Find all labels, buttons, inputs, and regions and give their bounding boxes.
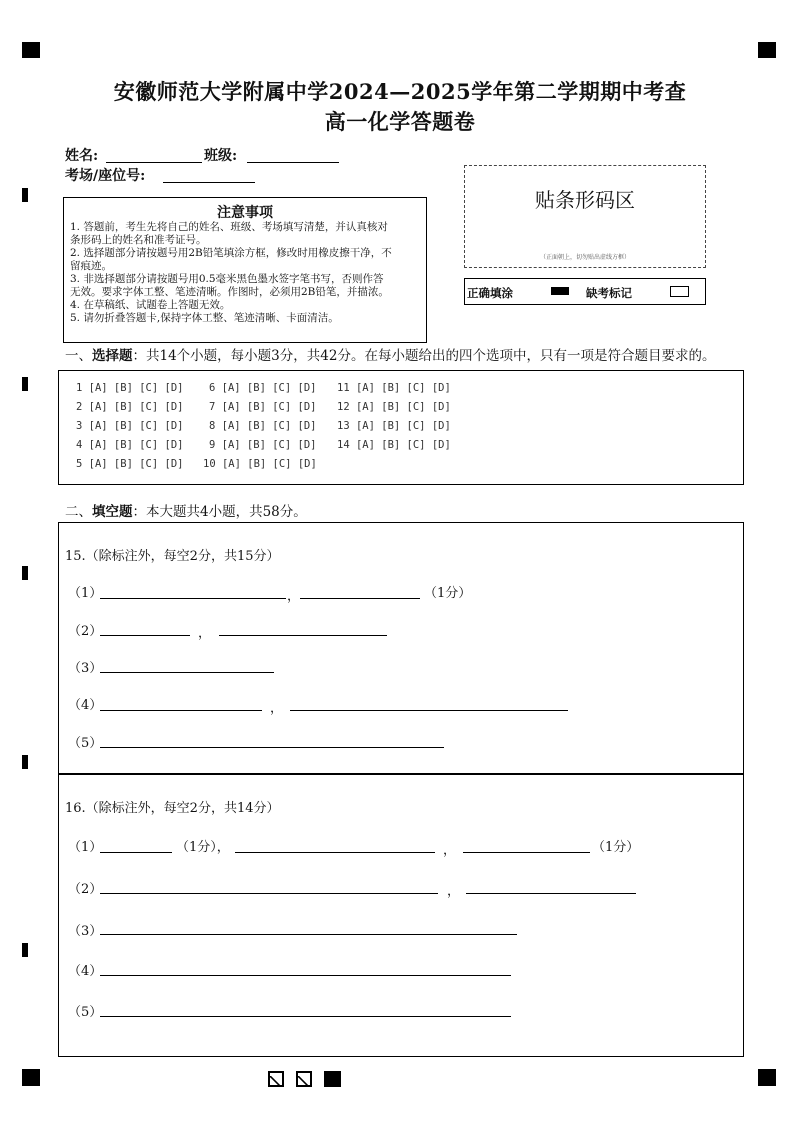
q15-4-blank-a[interactable] <box>100 710 262 711</box>
seat-field[interactable] <box>163 182 255 183</box>
choice-row[interactable]: 6 [A] [B] [C] [D] <box>209 382 317 394</box>
name-label: 姓名: <box>65 148 99 164</box>
q15-1-score: （1分） <box>424 586 472 601</box>
side-mark <box>22 566 28 580</box>
corner-mark-top-right <box>758 42 776 58</box>
q16-1-blank-a[interactable] <box>100 852 172 853</box>
q15-sub-2: （2） <box>68 624 103 639</box>
q16-sub-5: （5） <box>68 1005 103 1020</box>
q15-sub-1: （1） <box>68 586 103 601</box>
question-15-header: 15.（除标注外，每空2分，共15分） <box>65 549 280 564</box>
q16-2-blank-a[interactable] <box>100 893 438 894</box>
q16-sub-1: （1） <box>68 840 103 855</box>
subject-title: 高一化学答题卷 <box>324 109 476 134</box>
q15-3-blank[interactable] <box>100 672 274 673</box>
name-field[interactable] <box>106 162 202 163</box>
choice-row[interactable]: 10 [A] [B] [C] [D] <box>203 458 317 470</box>
barcode-hint: （正面朝上，切勿贴出虚线方框） <box>539 254 630 261</box>
q16-5-blank[interactable] <box>100 1016 511 1017</box>
q15-1-comma: ， <box>287 589 301 604</box>
q16-1-score-a: （1分）， <box>176 840 230 855</box>
section2-heading: 二、填空题：本大题共4小题，共58分。 <box>65 504 307 520</box>
choice-row[interactable]: 3 [A] [B] [C] [D] <box>76 420 184 432</box>
corner-mark-bottom-left <box>22 1069 40 1086</box>
notice-line: 2. 选择题部分请按题号用2B铅笔填涂方框，修改时用橡皮擦干净，不 <box>70 247 392 259</box>
notice-title: 注意事项 <box>217 205 273 221</box>
seat-label: 考场/座位号: <box>65 168 146 184</box>
notice-line: 无效。要求字体工整、笔迹清晰。作图时，必须用2B铅笔，并描浓。 <box>70 286 389 298</box>
page-code-mark-filled <box>324 1071 341 1087</box>
notice-line: 3. 非选择题部分请按题号用0.5毫米黑色墨水签字笔书写，否则作答 <box>70 273 384 285</box>
q15-4-comma: ， <box>270 701 284 716</box>
q16-2-blank-b[interactable] <box>466 893 636 894</box>
q16-1-score-b: （1分） <box>592 840 640 855</box>
choice-row[interactable]: 4 [A] [B] [C] [D] <box>76 439 184 451</box>
correct-fill-sample <box>551 287 569 295</box>
choice-row[interactable]: 2 [A] [B] [C] [D] <box>76 401 184 413</box>
q16-1-comma: ， <box>443 843 457 858</box>
notice-line: 1. 答题前，考生先将自己的姓名、班级、考场填写清楚，并认真核对 <box>70 221 388 233</box>
choice-row[interactable]: 7 [A] [B] [C] [D] <box>209 401 317 413</box>
q16-3-blank[interactable] <box>100 934 517 935</box>
q15-4-blank-b[interactable] <box>290 710 568 711</box>
q15-sub-5: （5） <box>68 736 103 751</box>
question-16-box <box>58 774 744 1057</box>
choice-row[interactable]: 12 [A] [B] [C] [D] <box>337 401 451 413</box>
corner-mark-bottom-right <box>758 1069 776 1086</box>
section1-name: 选择题 <box>92 348 133 364</box>
q15-2-comma: ， <box>198 626 212 641</box>
q15-sub-4: （4） <box>68 698 103 713</box>
choice-row[interactable]: 14 [A] [B] [C] [D] <box>337 439 451 451</box>
notice-line: 5. 请勿折叠答题卡,保持字体工整、笔迹清晰、卡面清洁。 <box>70 312 339 324</box>
q16-1-blank-b[interactable] <box>235 852 435 853</box>
notice-line: 条形码上的姓名和准考证号。 <box>70 234 207 246</box>
barcode-area <box>464 165 706 268</box>
side-mark <box>22 943 28 957</box>
side-mark <box>22 377 28 391</box>
barcode-label: 贴条形码区 <box>535 188 635 212</box>
class-field[interactable] <box>247 162 339 163</box>
question-16-header: 16.（除标注外，每空2分，共14分） <box>65 801 280 816</box>
q16-sub-2: （2） <box>68 882 103 897</box>
choice-row[interactable]: 5 [A] [B] [C] [D] <box>76 458 184 470</box>
section1-heading: 一、选择题：共14个小题，每小题3分，共42分。在每小题给出的四个选项中，只有一项是符合题目要求的。 <box>65 348 716 364</box>
section2-name: 填空题 <box>92 504 133 520</box>
q16-1-blank-c[interactable] <box>463 852 590 853</box>
notice-line: 4. 在草稿纸、试题卷上答题无效。 <box>70 299 231 311</box>
choice-row[interactable]: 13 [A] [B] [C] [D] <box>337 420 451 432</box>
page-code-mark <box>268 1071 284 1087</box>
q15-5-blank[interactable] <box>100 747 444 748</box>
absent-mark-checkbox[interactable] <box>670 286 689 297</box>
choice-row[interactable]: 9 [A] [B] [C] [D] <box>209 439 317 451</box>
side-mark <box>22 755 28 769</box>
q15-2-blank-b[interactable] <box>219 635 387 636</box>
q16-2-comma: ， <box>447 884 461 899</box>
choice-row[interactable]: 1 [A] [B] [C] [D] <box>76 382 184 394</box>
notice-line: 留痕迹。 <box>70 260 112 272</box>
absent-mark-label: 缺考标记 <box>586 286 632 300</box>
fill-legend <box>464 278 706 305</box>
corner-mark-top-left <box>22 42 40 58</box>
page-code-mark <box>296 1071 312 1087</box>
side-mark <box>22 188 28 202</box>
q15-sub-3: （3） <box>68 661 103 676</box>
notice-box <box>63 197 427 343</box>
school-title: 安徽师范大学附属中学2024—2025学年第二学期期中考查 <box>113 79 687 104</box>
q15-1-blank-a[interactable] <box>100 598 286 599</box>
q15-2-blank-a[interactable] <box>100 635 190 636</box>
q16-4-blank[interactable] <box>100 975 511 976</box>
q16-sub-3: （3） <box>68 924 103 939</box>
q15-1-blank-b[interactable] <box>300 598 420 599</box>
choice-row[interactable]: 11 [A] [B] [C] [D] <box>337 382 451 394</box>
correct-fill-label: 正确填涂 <box>467 286 513 300</box>
q16-sub-4: （4） <box>68 964 103 979</box>
class-label: 班级: <box>204 148 238 164</box>
choice-row[interactable]: 8 [A] [B] [C] [D] <box>209 420 317 432</box>
